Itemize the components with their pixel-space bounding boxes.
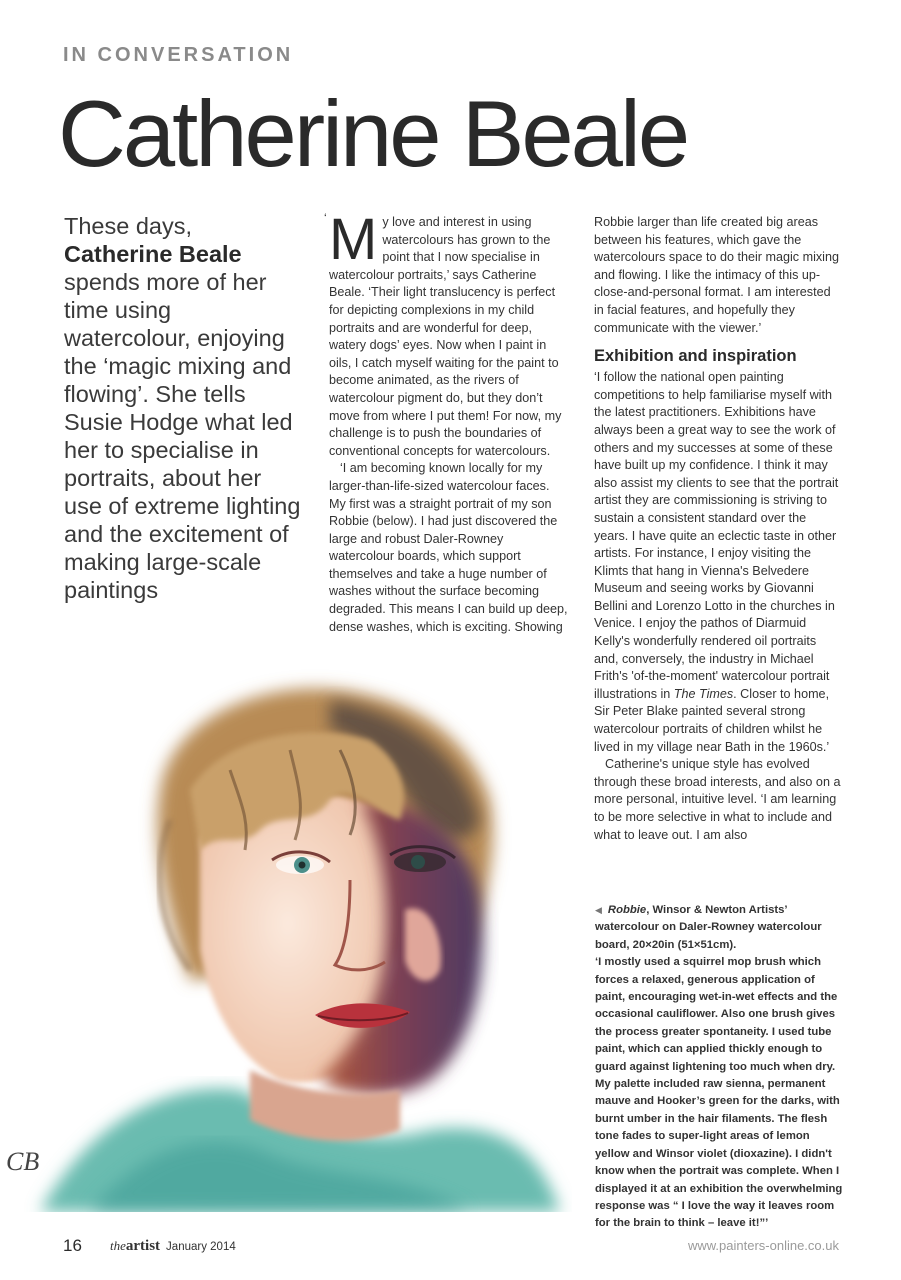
standfirst [64, 212, 304, 604]
caption-heading [595, 902, 843, 954]
publication-title: The Times [673, 686, 734, 701]
standfirst-lead: These days, [64, 213, 193, 239]
artwork-title: Robbie [607, 904, 647, 916]
drop-cap [324, 207, 378, 272]
issue-date: January 2014 [166, 1241, 236, 1253]
paragraph-text: y love and interest in using watercolours has grown to the point that I now specialise in watercolour portraits,’ says Catherine Beale. ‘Their light translucency is perfect for depicting complexions in my child portraits and are wonderful for deep, watery dogs’ eyes. Now when I paint in oils, I catch myself waiting for the paint to become animated, as the rivers of watercolour pigment do, but they don’t move from where I put them! For now, my challenge is to push the boundaries of conventional concepts for watercolours. [329, 215, 562, 458]
drop-cap-letter: M [329, 207, 378, 272]
caption-quote: ‘I mostly used a squirrel mop brush which forces a relaxed, generous application of paint, encouraging wet-in-wet effects and the occasional cauliflower. Also one brush gives the process greater spontaneity. I used tube paint, which can applied thickly enough to guard against lightening too much when dry. My palette included raw sienna, permanent mauve and Hooker’s green for the darks, with burnt umber in the hair filaments. The flesh tone fades to super-light areas of lemon yellow and Winsor violet (dioxazine). I didn't know when the portrait was complete. When I displayed it at an exhibition the overwhelming response was “ I love the way it leaves room for the brain to think – leave it!”’ [595, 956, 843, 1230]
page-number: 16 [63, 1236, 82, 1255]
body-column-3 [594, 214, 842, 844]
logo-artist: artist [125, 1238, 161, 1254]
body-paragraph: Catherine's unique style has evolved through these broad interests, and also on a more personal, intuitive level. ‘I am learning to be more selective in what to include and what to leave out. I am also [594, 757, 841, 842]
logo-the: the [110, 1238, 126, 1253]
image-caption [595, 902, 843, 1233]
paragraph-text: . Closer to home, Sir Peter Blake painted several strong watercolour portraits of children whilst he lived in my village near Bath in the 1960s.’ [594, 686, 830, 754]
subheading: Exhibition and inspiration [594, 347, 797, 366]
body-paragraph [594, 369, 842, 756]
artwork-details: , Winsor & Newton Artists’ watercolour on Daler-Rowney watercolour board, 20×20in (51×51cm). [595, 904, 822, 951]
drop-cap-quote: ‘ [324, 211, 327, 225]
body-column-2 [324, 207, 569, 636]
portrait-illustration [0, 650, 572, 1212]
magazine-logo [110, 1238, 236, 1255]
standfirst-rest: spends more of her time using watercolour, enjoying the ‘magic mixing and flowing’. She tells Susie Hodge what led her to specialise in portraits, about her use of extreme lighting and the excitement of making large-scale paintings [64, 269, 301, 603]
paragraph-text: ‘I follow the national open painting competitions to help familiarise myself with the latest practitioners. Exhibitions have always been a great way to see the work of others and my successes at some of these have built up my confidence. I think it may also assist my clients to see that the portrait artist they are commissioning is striving to sustain a consistent standard over the years. I have quite an eclectic taste in other artists. For instance, I enjoy visiting the Klimts that hang in Vienna's Belvedere Museum and seeing works by Giovanni Bellini and Lorenzo Lotto in the churches in Venice. I enjoy the pathos of Diarmuid Kelly's wonderfully rendered oil portraits and, conversely, the industry in Michael Frith's 'of-the-moment' watercolour portrait illustrations in [594, 370, 839, 701]
article-title: Catherine Beale [58, 81, 688, 186]
caption-arrow-icon: ◀ [595, 905, 602, 915]
standfirst-name: Catherine Beale [64, 241, 242, 267]
watercolour-portrait-image [0, 650, 572, 1212]
section-kicker: IN CONVERSATION [63, 44, 294, 66]
artist-signature: CB [6, 1147, 40, 1176]
body-paragraph: Robbie larger than life created big areas between his features, which gave the watercolours space to do their magic mixing and flowing. I like the intimacy of this up-close-and-personal format. I am interested in facial features, and hopefully they communicate with the viewer.’ [594, 215, 839, 335]
website-url: www.painters-online.co.uk [687, 1238, 839, 1253]
body-paragraph [324, 207, 569, 460]
body-paragraph: ‘I am becoming known locally for my larger-than-life-sized watercolour faces. My first was a straight portrait of my son Robbie (below). I had just discovered the large and robust Daler-Rowney watercolour boards, which support themselves and take a huge number of washes without the surface becoming degraded. This means I can build up deep, dense washes, which is exciting. Showing [329, 461, 568, 634]
